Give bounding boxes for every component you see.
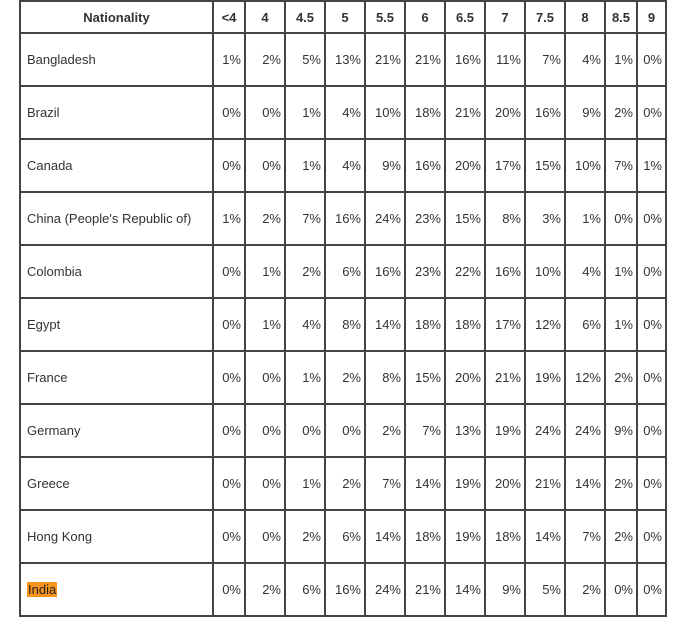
percentage-cell: 0%: [213, 351, 245, 404]
percentage-cell: 1%: [605, 245, 637, 298]
percentage-cell: 0%: [637, 351, 666, 404]
percentage-cell: 24%: [365, 563, 405, 616]
percentage-cell: 13%: [325, 33, 365, 86]
nationality-cell: [20, 563, 213, 616]
percentage-cell: 7%: [525, 33, 565, 86]
percentage-cell: 10%: [565, 139, 605, 192]
percentage-cell: 2%: [285, 245, 325, 298]
percentage-cell: 15%: [445, 192, 485, 245]
percentage-cell: 8%: [365, 351, 405, 404]
percentage-cell: 0%: [213, 86, 245, 139]
percentage-cell: 2%: [245, 33, 285, 86]
nationality-cell: [20, 510, 213, 563]
percentage-cell: 21%: [405, 563, 445, 616]
nationality-label: Egypt: [27, 317, 61, 332]
percentage-cell: 16%: [405, 139, 445, 192]
table-row: [20, 33, 666, 86]
percentage-cell: 23%: [405, 245, 445, 298]
percentage-cell: 1%: [605, 33, 637, 86]
percentage-cell: 9%: [365, 139, 405, 192]
percentage-cell: 11%: [485, 33, 525, 86]
table-row: [20, 298, 666, 351]
percentage-cell: 4%: [565, 245, 605, 298]
percentage-cell: 2%: [245, 192, 285, 245]
header-band-6-5: 6.5: [445, 1, 485, 33]
percentage-cell: 6%: [565, 298, 605, 351]
percentage-cell: 16%: [325, 192, 365, 245]
percentage-cell: 1%: [565, 192, 605, 245]
nationality-cell: [20, 139, 213, 192]
table-row: [20, 457, 666, 510]
percentage-cell: 19%: [445, 457, 485, 510]
header-band-4-5: 4.5: [285, 1, 325, 33]
percentage-cell: 24%: [525, 404, 565, 457]
table-row: [20, 139, 666, 192]
percentage-cell: 0%: [245, 86, 285, 139]
percentage-cell: 0%: [637, 404, 666, 457]
percentage-cell: 0%: [245, 404, 285, 457]
percentage-cell: 0%: [213, 563, 245, 616]
percentage-cell: 1%: [213, 192, 245, 245]
percentage-cell: 1%: [285, 457, 325, 510]
percentage-cell: 0%: [325, 404, 365, 457]
percentage-cell: 10%: [365, 86, 405, 139]
percentage-cell: 0%: [637, 86, 666, 139]
table-row: [20, 510, 666, 563]
percentage-cell: 2%: [605, 86, 637, 139]
percentage-cell: 7%: [365, 457, 405, 510]
percentage-cell: 2%: [325, 457, 365, 510]
percentage-cell: 1%: [285, 139, 325, 192]
percentage-cell: 24%: [565, 404, 605, 457]
percentage-cell: 6%: [325, 510, 365, 563]
percentage-cell: 21%: [525, 457, 565, 510]
nationality-cell: [20, 192, 213, 245]
header-band-7-5: 7.5: [525, 1, 565, 33]
percentage-cell: 2%: [285, 510, 325, 563]
header-band-6: 6: [405, 1, 445, 33]
percentage-cell: 0%: [637, 298, 666, 351]
table-row: [20, 563, 666, 616]
percentage-cell: 0%: [213, 457, 245, 510]
percentage-cell: 19%: [445, 510, 485, 563]
percentage-cell: 0%: [245, 351, 285, 404]
percentage-cell: 20%: [485, 86, 525, 139]
percentage-cell: 2%: [325, 351, 365, 404]
nationality-cell: [20, 457, 213, 510]
header-band-8-5: 8.5: [605, 1, 637, 33]
percentage-cell: 2%: [565, 563, 605, 616]
percentage-cell: 9%: [605, 404, 637, 457]
percentage-cell: 18%: [445, 298, 485, 351]
percentage-cell: 16%: [525, 86, 565, 139]
nationality-label: China (People's Republic of): [27, 211, 192, 226]
percentage-cell: 6%: [285, 563, 325, 616]
percentage-cell: 1%: [637, 139, 666, 192]
header-band-4: 4: [245, 1, 285, 33]
percentage-cell: 2%: [365, 404, 405, 457]
percentage-cell: 9%: [485, 563, 525, 616]
table-row: [20, 86, 666, 139]
percentage-cell: 14%: [565, 457, 605, 510]
percentage-cell: 2%: [605, 510, 637, 563]
percentage-cell: 14%: [445, 563, 485, 616]
percentage-cell: 16%: [485, 245, 525, 298]
percentage-cell: 20%: [485, 457, 525, 510]
percentage-cell: 5%: [525, 563, 565, 616]
percentage-cell: 4%: [325, 139, 365, 192]
nationality-label: Canada: [27, 158, 73, 173]
percentage-cell: 15%: [405, 351, 445, 404]
nationality-cell: [20, 351, 213, 404]
percentage-cell: 8%: [485, 192, 525, 245]
percentage-cell: 2%: [605, 351, 637, 404]
percentage-cell: 23%: [405, 192, 445, 245]
percentage-cell: 0%: [637, 457, 666, 510]
percentage-cell: 8%: [325, 298, 365, 351]
percentage-cell: 18%: [405, 298, 445, 351]
percentage-cell: 21%: [485, 351, 525, 404]
percentage-cell: 7%: [605, 139, 637, 192]
nationality-label: Germany: [27, 423, 81, 438]
percentage-cell: 0%: [637, 245, 666, 298]
percentage-cell: 10%: [525, 245, 565, 298]
header-band-8: 8: [565, 1, 605, 33]
table-row: [20, 245, 666, 298]
percentage-cell: 0%: [637, 33, 666, 86]
percentage-cell: 14%: [525, 510, 565, 563]
header-band-7: 7: [485, 1, 525, 33]
nationality-label: Bangladesh: [27, 52, 96, 67]
nationality-cell: [20, 86, 213, 139]
percentage-cell: 1%: [213, 33, 245, 86]
percentage-cell: 21%: [445, 86, 485, 139]
table-body: [20, 33, 666, 616]
percentage-cell: 16%: [325, 563, 365, 616]
percentage-cell: 16%: [445, 33, 485, 86]
nationality-label: France: [27, 370, 68, 385]
percentage-cell: 7%: [565, 510, 605, 563]
percentage-cell: 19%: [485, 404, 525, 457]
table-row: [20, 404, 666, 457]
percentage-cell: 5%: [285, 33, 325, 86]
nationality-cell: [20, 298, 213, 351]
percentage-cell: 1%: [605, 298, 637, 351]
nationality-cell: [20, 245, 213, 298]
percentage-cell: 24%: [365, 192, 405, 245]
percentage-cell: 12%: [565, 351, 605, 404]
nationality-label: Colombia: [27, 264, 82, 279]
percentage-cell: 9%: [565, 86, 605, 139]
percentage-cell: 1%: [285, 86, 325, 139]
score-distribution-table: [19, 0, 667, 617]
percentage-cell: 7%: [405, 404, 445, 457]
percentage-cell: 13%: [445, 404, 485, 457]
percentage-cell: 12%: [525, 298, 565, 351]
percentage-cell: 0%: [213, 139, 245, 192]
percentage-cell: 21%: [405, 33, 445, 86]
percentage-cell: 17%: [485, 139, 525, 192]
header-band-5: 5: [325, 1, 365, 33]
score-distribution-table-container: [19, 0, 667, 617]
percentage-cell: 15%: [525, 139, 565, 192]
percentage-cell: 0%: [605, 192, 637, 245]
highlighted-nationality-label: India: [28, 582, 57, 597]
percentage-cell: 20%: [445, 139, 485, 192]
percentage-cell: 20%: [445, 351, 485, 404]
percentage-cell: 3%: [525, 192, 565, 245]
percentage-cell: 17%: [485, 298, 525, 351]
nationality-label: Hong Kong: [27, 529, 93, 544]
percentage-cell: 21%: [365, 33, 405, 86]
nationality-cell: [20, 404, 213, 457]
percentage-cell: 0%: [285, 404, 325, 457]
nationality-cell: [20, 33, 213, 86]
percentage-cell: 2%: [245, 563, 285, 616]
percentage-cell: 0%: [605, 563, 637, 616]
percentage-cell: 16%: [365, 245, 405, 298]
percentage-cell: 7%: [285, 192, 325, 245]
percentage-cell: 0%: [213, 298, 245, 351]
percentage-cell: 6%: [325, 245, 365, 298]
percentage-cell: 1%: [245, 298, 285, 351]
percentage-cell: 0%: [637, 510, 666, 563]
percentage-cell: 4%: [285, 298, 325, 351]
header-nationality: Nationality: [20, 1, 213, 33]
percentage-cell: 22%: [445, 245, 485, 298]
percentage-cell: 0%: [213, 404, 245, 457]
percentage-cell: 4%: [325, 86, 365, 139]
header-band-5-5: 5.5: [365, 1, 405, 33]
percentage-cell: 1%: [245, 245, 285, 298]
percentage-cell: 19%: [525, 351, 565, 404]
percentage-cell: 14%: [405, 457, 445, 510]
table-row: [20, 351, 666, 404]
percentage-cell: 0%: [637, 192, 666, 245]
percentage-cell: 0%: [245, 457, 285, 510]
percentage-cell: 14%: [365, 298, 405, 351]
percentage-cell: 4%: [565, 33, 605, 86]
header-band-9: 9: [637, 1, 666, 33]
percentage-cell: 1%: [285, 351, 325, 404]
percentage-cell: 0%: [245, 139, 285, 192]
percentage-cell: 14%: [365, 510, 405, 563]
percentage-cell: 0%: [245, 510, 285, 563]
percentage-cell: 0%: [637, 563, 666, 616]
percentage-cell: 18%: [485, 510, 525, 563]
nationality-label: Brazil: [27, 105, 60, 120]
percentage-cell: 0%: [213, 510, 245, 563]
percentage-cell: 18%: [405, 86, 445, 139]
header-band-below-4: <4: [213, 1, 245, 33]
percentage-cell: 18%: [405, 510, 445, 563]
percentage-cell: 0%: [213, 245, 245, 298]
table-row: [20, 192, 666, 245]
nationality-label: Greece: [27, 476, 70, 491]
percentage-cell: 2%: [605, 457, 637, 510]
header-row: [20, 1, 666, 33]
